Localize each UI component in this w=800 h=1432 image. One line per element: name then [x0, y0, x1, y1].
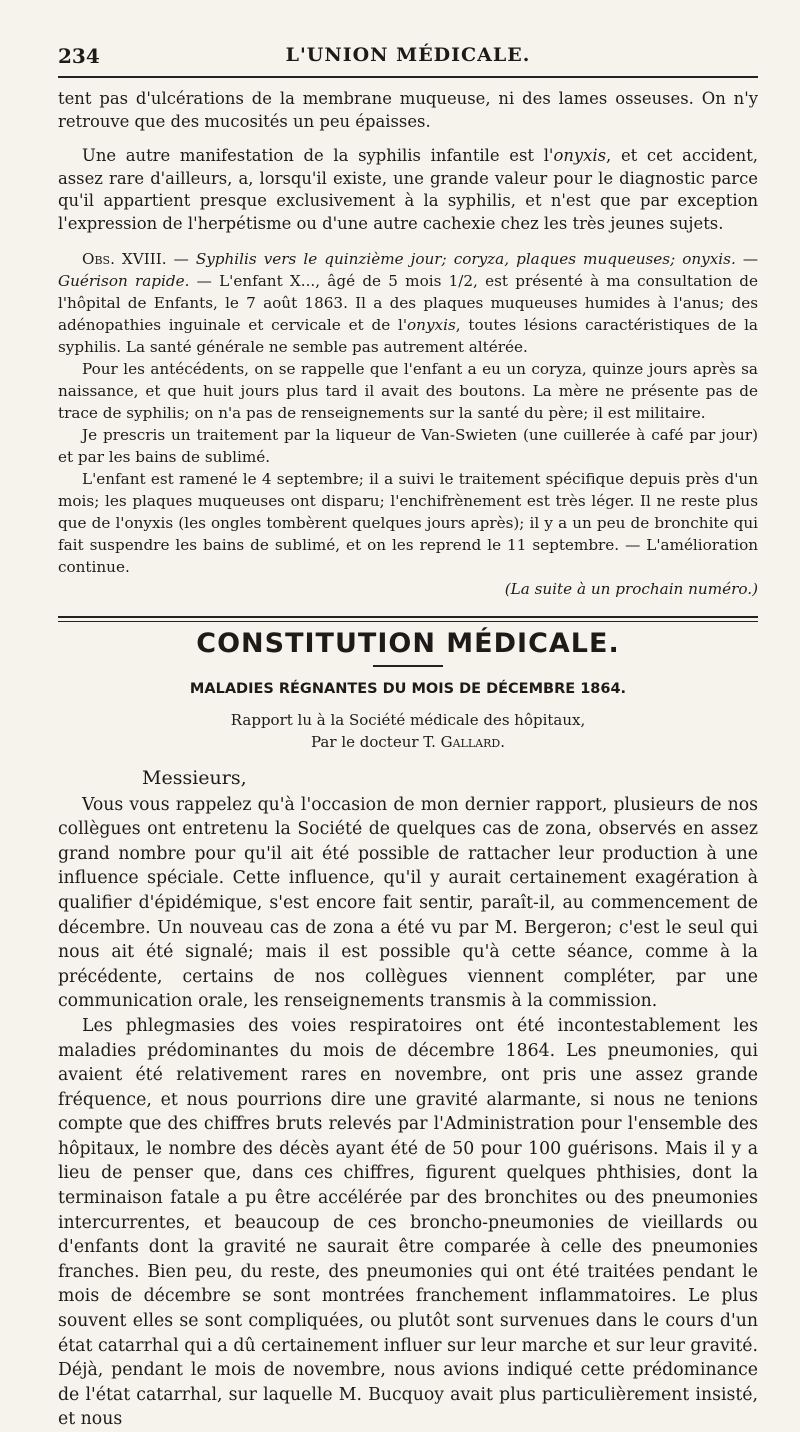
section-subtitle: MALADIES RÉGNANTES DU MOIS DE DÉCEMBRE 1864. [189, 680, 627, 697]
paragraph-phlegmasies: Les phlegmasies des voies respiratoires ont été incontestablement les maladies prédominantes du mois de décembre 1864. Les pneumonies, qui avaient été relativement rares en novembre, ont pris une assez grande fréquence, et nous pourrions dire une gravité alarmante, si nous ne tenions compte que des chiffres bruts relevés par l'Administration pour l'ensemble des hôpitaux, le nombre des décès ayant été de 50 pour 100 guérisons. Mais il y a lieu de penser que, dans ces chiffres, figurent quelques phthisies, dont la terminaison fatale a pu être accélérée par des bronchites ou des pneumonies intercurrentes, et beaucoup de ces broncho-pneumonies de vieillards ou d'enfants dont la gravité ne saurait être comparée à celle des pneumonies franches. Bien peu, du reste, des pneumonies qui ont été traitées pendant le mois de décembre se sont montrées franchement inflammatoires. Le plus souvent elles se sont compliquées, ou plutôt sont survenues dans le cours d'un état catarrhal qui a dû certainement influer sur leur marche et sur leur gravité. Déjà, pendant le mois de novembre, nous avions indiqué cette prédominance de l'état catarrhal, sur laquelle M. Bucquoy avait plus particulièrement insisté, et nous [58, 1015, 758, 1430]
author-line: Par le docteur T. Gallard. [311, 732, 505, 751]
observation-title: Syphilis vers le quinzième jour; coryza, plaques muqueuses; onyxis. — Guérison rapide. [58, 249, 759, 290]
report-line: Rapport lu à la Société médicale des hôpitaux, [230, 710, 586, 729]
running-head [58, 36, 758, 76]
section-divider [58, 616, 758, 622]
author-name: T. Gallard. [423, 732, 505, 751]
paragraph-antecedents: Pour les antécédents, on se rappelle que l'enfant a eu un coryza, quinze jours après sa naissance, et que huit jours plus tard il avait des boutons. La mère ne présente pas de trace de syphilis; on n'a pas de renseignements sur la santé du père; il est militaire. [58, 359, 758, 422]
header-rule [58, 76, 758, 78]
paragraph-prescription: Je prescris un traitement par la liqueur de Van-Swieten (une cuillerée à café par jour) et par les bains de sublimé. [58, 425, 758, 466]
salutation: Messieurs, [142, 766, 247, 789]
paragraph-onyxis: Une autre manifestation de la syphilis infantile est l'onyxis, et cet accident, assez rare d'ailleurs, a, lorsqu'il existe, une grande valeur pour le diagnostic parce qu'il appartient presque exclusivement à la syphilis, et n'est que par exception l'expression de l'herpétisme ou d'une autre cachexie chez les très jeunes sujets. [58, 146, 759, 233]
paragraph-continuation: tent pas d'ulcérations de la membrane muqueuse, ni des lames osseuses. On n'y retrouve que des mucosités un peu épaisses. [58, 89, 758, 131]
title-rule [373, 665, 443, 667]
journal-title: L'UNION MÉDICALE. [285, 44, 531, 66]
section-title: CONSTITUTION MÉDICALE. [196, 627, 620, 659]
to-be-continued: (La suite à un prochain numéro.) [504, 579, 758, 598]
observation-paragraph: Obs. XVIII. — Syphilis vers le quinzième jour; coryza, plaques muqueuses; onyxis. — Guérison rapide. — L'enfant X..., âgé de 5 mois 1/2, est présenté à ma consultation de l'hôpital de Enfants, le 7 août 1863. Il a des plaques muqueuses humides à l'anus; des adénopathies inguinale et cervicale et de l'onyxis, toutes lésions caractéristiques de la syphilis. La santé générale ne semble pas autrement altérée. [58, 249, 759, 356]
page [58, 36, 758, 1432]
paragraph-zona: Vous vous rappelez qu'à l'occasion de mon dernier rapport, plusieurs de nos collègues ont entretenu la Société de quelques cas de zona, observés en assez grand nombre pour qu'il ait été possible de rattacher leur production à une influence spéciale. Cette influence, qu'il y aurait certainement exagération à qualifier d'épidémique, s'est encore fait sentir, paraît-il, au commencement de décembre. Un nouveau cas de zona a été vu par M. Bergeron; c'est le seul qui nous ait été signalé; mais il est possible qu'à cette séance, comme à la précédente, certains de nos collègues viennent compléter, par une communication orale, les renseignements transmis à la commission. [58, 794, 758, 1012]
paragraph-followup: L'enfant est ramené le 4 septembre; il a suivi le traitement spécifique depuis près d'un mois; les plaques muqueuses ont disparu; l'enchifrènement est très léger. Il ne reste plus que de l'onyxis (les ongles tombèrent quelques jours après); il y a un peu de bronchite qui fait suspendre les bains de sublimé, et on les reprend le 11 septembre. — L'amélioration continue. [58, 469, 758, 576]
page-number: 234 [58, 44, 100, 68]
observation-label: Obs. XVIII. — [82, 249, 189, 268]
